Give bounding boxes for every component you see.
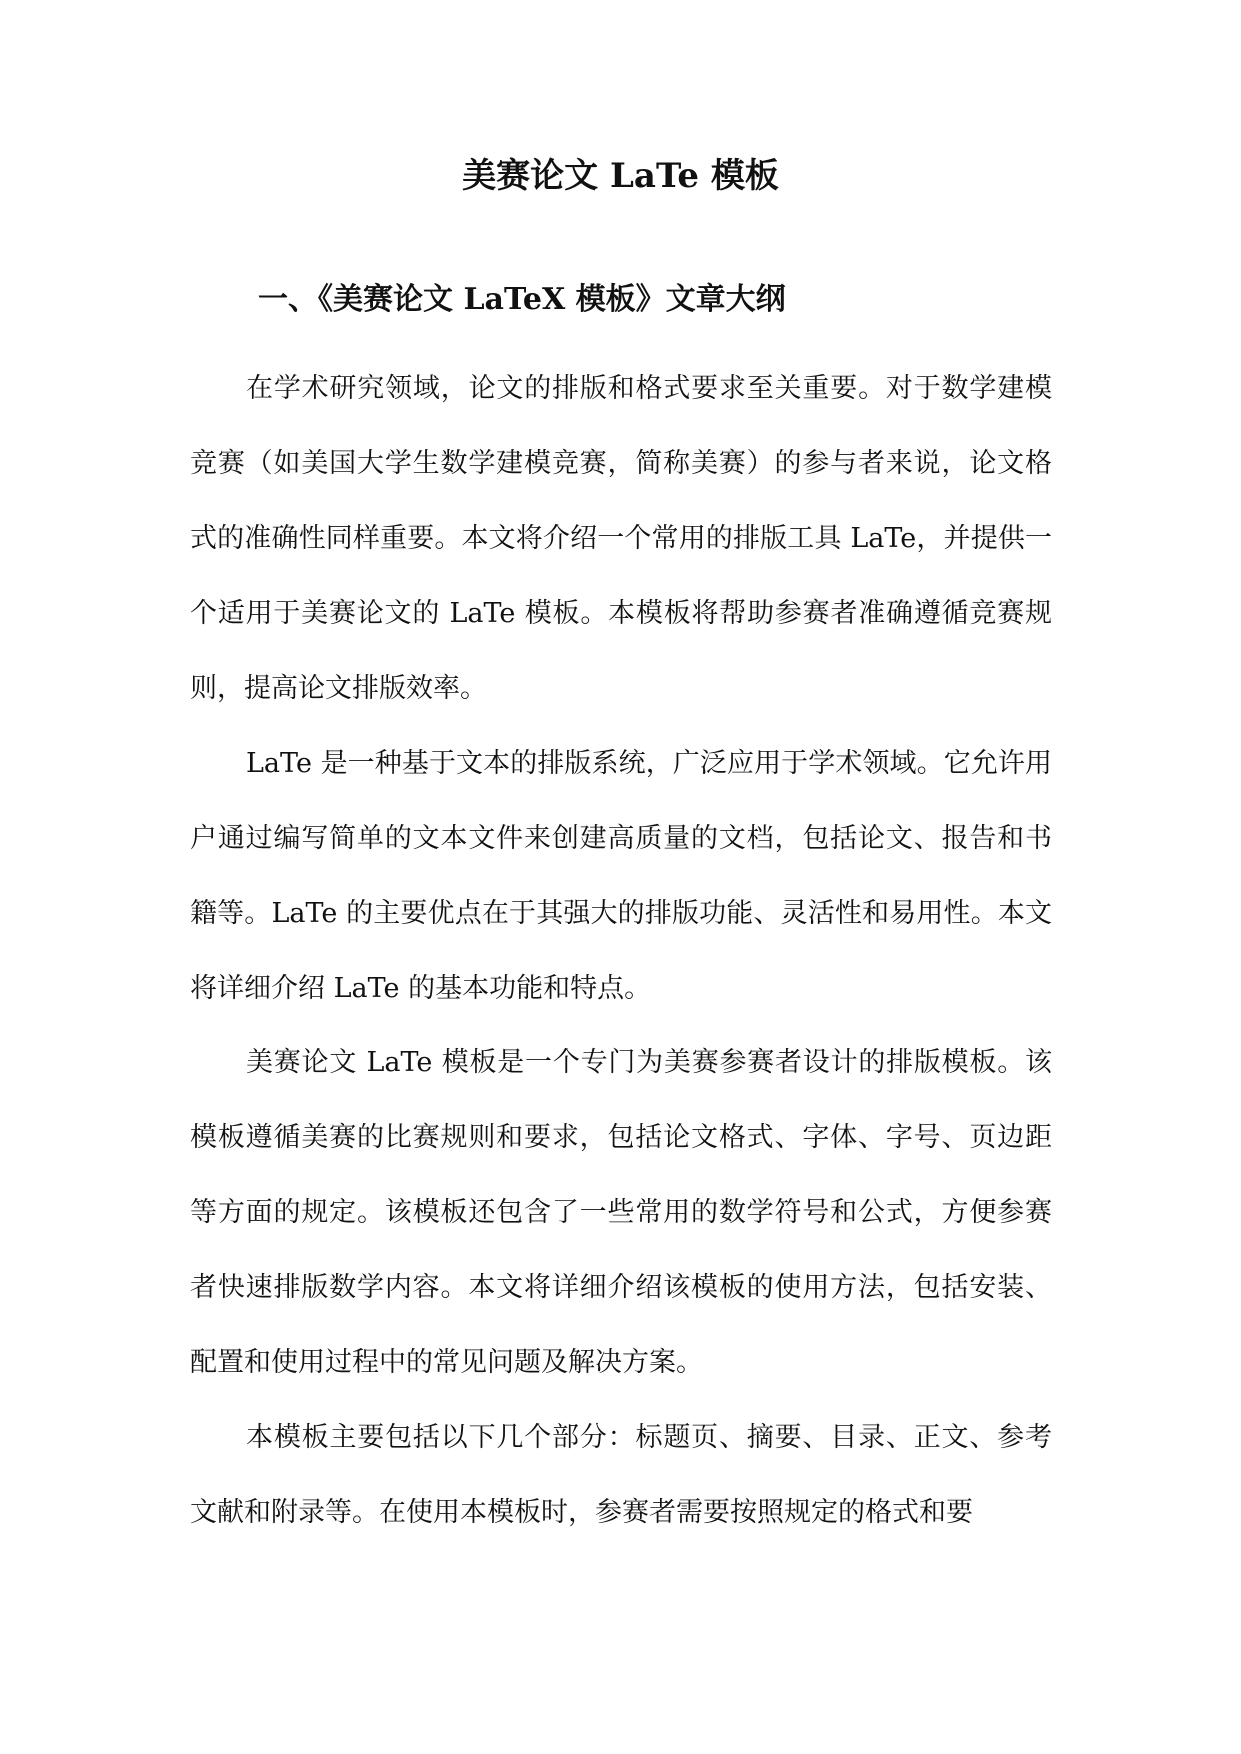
- body-paragraph: LaTe 是一种基于文本的排版系统，广泛应用于学术领域。它允许用户通过编写简单的文本文件来创建高质量的文档，包括论文、报告和书籍等。LaTe 的主要优点在于其强大的排版功能、灵活性和易用性。本文将详细介绍 LaTe 的基本功能和特点。: [190, 748, 1052, 1004]
- section-heading: 一、《美赛论文 LaTeX 模板》文章大纲: [258, 282, 786, 317]
- body-paragraph: 本模板主要包括以下几个部分：标题页、摘要、目录、正文、参考文献和附录等。在使用本模板时，参赛者需要按照规定的格式和要: [190, 1422, 1052, 1528]
- body-paragraph: 在学术研究领域，论文的排版和格式要求至关重要。对于数学建模竞赛（如美国大学生数学建模竞赛，简称美赛）的参与者来说，论文格式的准确性同样重要。本文将介绍一个常用的排版工具 LaTe，并提供一个适用于美赛论文的 LaTe 模板。本模板将帮助参赛者准确遵循竞赛规则，提高论文排版效率。: [190, 373, 1052, 704]
- document-title: 美赛论文 LaTe 模板: [462, 156, 779, 196]
- body-paragraph: 美赛论文 LaTe 模板是一个专门为美赛参赛者设计的排版模板。该模板遵循美赛的比赛规则和要求，包括论文格式、字体、字号、页边距等方面的规定。该模板还包含了一些常用的数学符号和公式，方便参赛者快速排版数学内容。本文将详细介绍该模板的使用方法，包括安装、配置和使用过程中的常见问题及解决方案。: [190, 1047, 1052, 1378]
